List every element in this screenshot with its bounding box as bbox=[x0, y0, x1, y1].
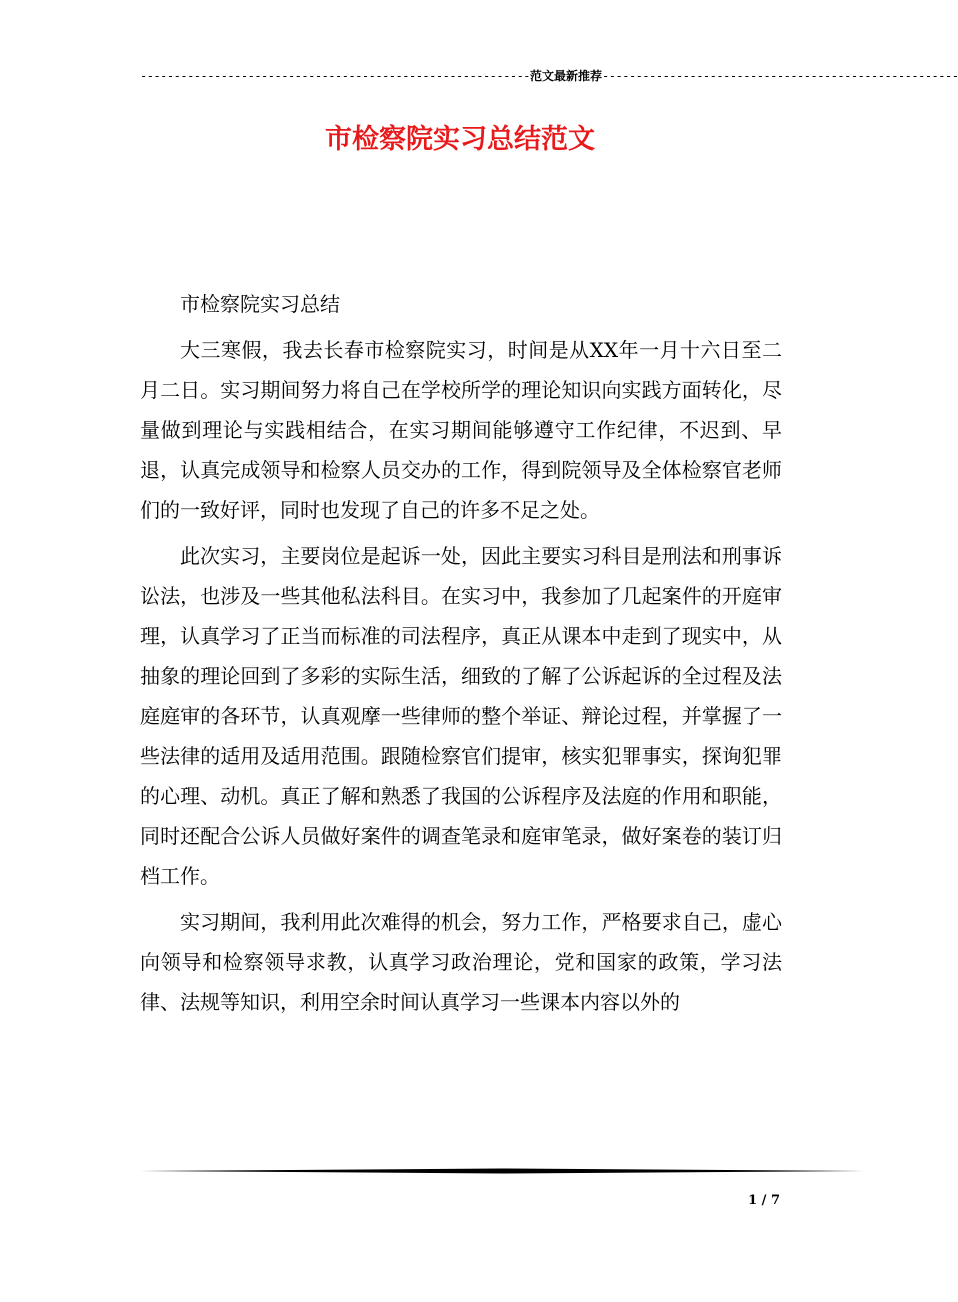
document-body bbox=[140, 284, 782, 1028]
page-header bbox=[140, 66, 958, 86]
page-number: 1 / 7 bbox=[748, 1193, 780, 1208]
paragraph-3: 实习期间，我利用此次难得的机会，努力工作，严格要求自己，虚心向领导和检察领导求教，认真学习政治理论，党和国家的政策，学习法律、法规等知识，利用空余时间认真学习一些课本内容以外的 bbox=[140, 910, 782, 1014]
paragraph-1: 大三寒假，我去长春市检察院实习，时间是从XX年一月十六日至二月二日。实习期间努力将自己在学校所学的理论知识向实践方面转化，尽量做到理论与实践相结合，在实习期间能够遵守工作纪律，不迟到、早退，认真完成领导和检察人员交办的工作，得到院领导及全体检察官老师们的一致好评，同时也发现了自己的许多不足之处。 bbox=[140, 338, 782, 522]
footer-divider bbox=[140, 1166, 864, 1176]
header-dashes-left: ---------------------------------------------------------- bbox=[140, 69, 531, 83]
document-title: 市检察院实习总结范文 bbox=[325, 124, 595, 155]
header-label: 范文最新推荐 bbox=[530, 69, 603, 83]
paragraph-heading: 市检察院实习总结 bbox=[180, 292, 340, 316]
header-dashes-right: ----------------------------------------------------- bbox=[602, 69, 958, 83]
paragraph-2: 此次实习，主要岗位是起诉一处，因此主要实习科目是刑法和刑事诉讼法，也涉及一些其他私法科目。在实习中，我参加了几起案件的开庭审理，认真学习了正当而标准的司法程序，真正从课本中走到了现实中，从抽象的理论回到了多彩的实际生活，细致的了解了公诉起诉的全过程及法庭庭审的各环节，认真观摩一些律师的整个举证、辩论过程，并掌握了一些法律的适用及适用范围。跟随检察官们提审，核实犯罪事实，探询犯罪的心理、动机。真正了解和熟悉了我国的公诉程序及法庭的作用和职能，同时还配合公诉人员做好案件的调查笔录和庭审笔录，做好案卷的装订归档工作。 bbox=[140, 544, 782, 888]
